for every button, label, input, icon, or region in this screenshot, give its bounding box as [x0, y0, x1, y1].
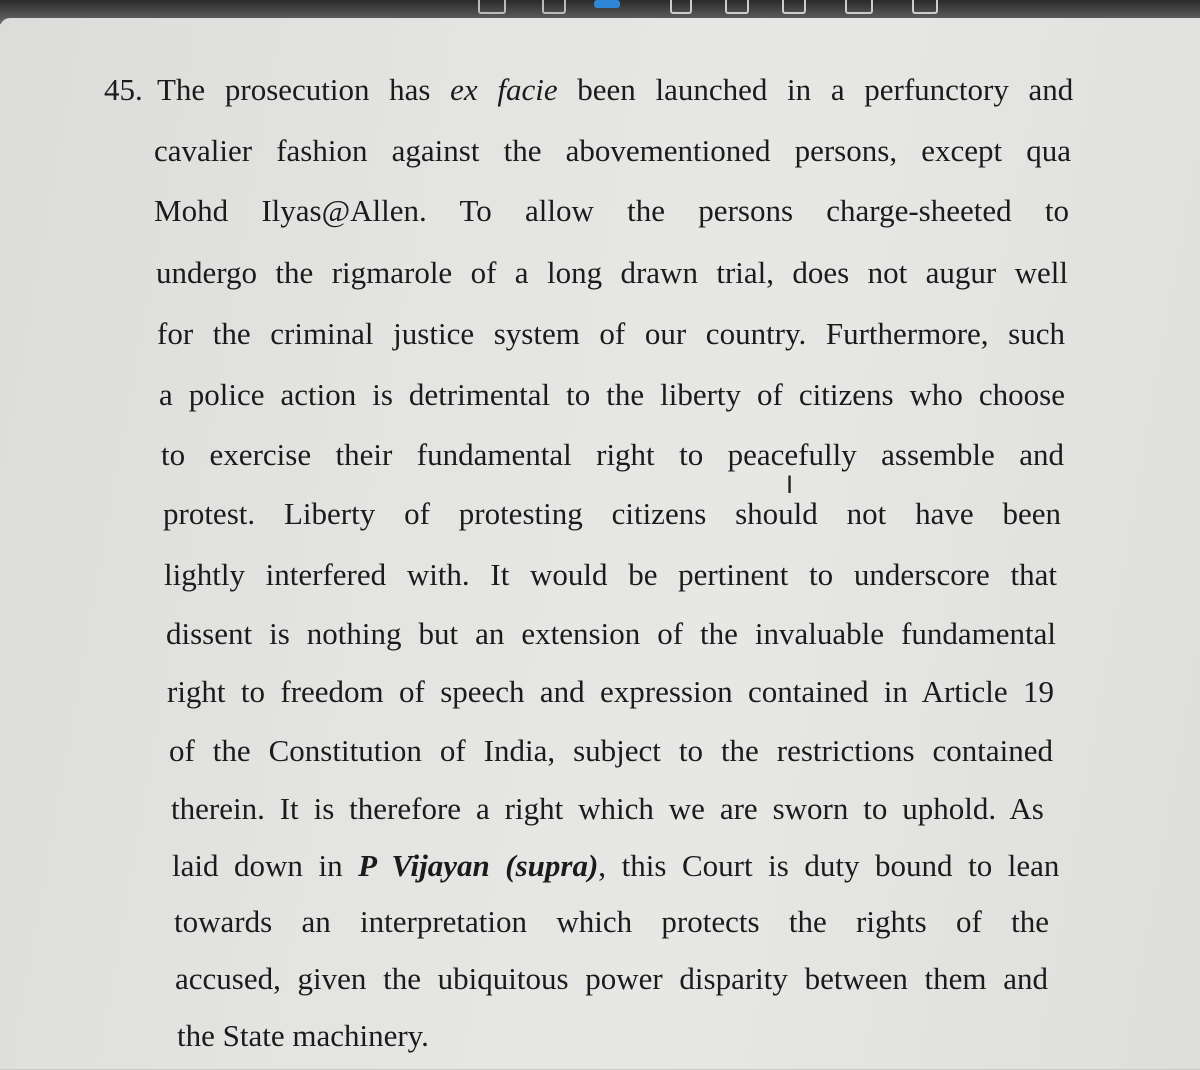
text-line — [159, 375, 1065, 415]
text-segment: cavalier fashion against the abovementioned persons, except qua — [154, 133, 1071, 168]
text-segment: protest. Liberty of protesting citizens should not have been — [163, 496, 1061, 531]
text-line — [166, 614, 1056, 654]
text-line — [163, 494, 1061, 534]
next-paragraph-cutoff — [176, 1058, 1056, 1070]
text-line — [177, 1016, 477, 1056]
text-line — [157, 314, 1065, 354]
text-segment: therein. It is therefore a right which we are sworn to uphold. As — [171, 791, 1044, 826]
text-segment: to exercise their fundamental right to peacefully assemble and — [161, 437, 1064, 472]
text-segment: dissent is nothing but an extension of the invaluable fundamental — [166, 616, 1056, 651]
toolbar-tool-icon[interactable] — [670, 0, 692, 14]
text-segment: lightly interfered with. It would be pertinent to underscore that — [164, 557, 1057, 592]
text-segment: , this Court is duty bound to lean — [598, 848, 1060, 883]
toolbar-tool-icon[interactable] — [542, 0, 566, 14]
text-segment: accused, given the ubiquitous power disparity between them and — [175, 961, 1048, 996]
text-line — [161, 435, 1064, 475]
text-cursor-icon: I — [786, 471, 794, 499]
toolbar-active-tool-icon[interactable] — [594, 0, 620, 8]
text-segment: The prosecution has — [157, 72, 451, 107]
text-line — [157, 70, 1075, 110]
text-segment: been launched in a perfunctory and — [557, 72, 1074, 107]
text-segment: undergo the rigmarole of a long drawn trial, does not augur well — [156, 255, 1068, 290]
paragraph-number: 45. — [104, 72, 143, 107]
text-segment: right to freedom of speech and expression contained in Article 19 — [167, 674, 1054, 709]
text-segment: for the criminal justice system of our country. Furthermore, such — [157, 316, 1065, 351]
text-line — [175, 959, 1048, 999]
toolbar-tool-icon[interactable] — [845, 0, 873, 14]
case-citation: P Vijayan (supra) — [358, 848, 599, 883]
text-line — [171, 789, 1051, 829]
text-line — [154, 191, 1069, 231]
text-line — [154, 131, 1071, 171]
text-segment: the State machinery. — [177, 1018, 429, 1053]
text-line — [169, 731, 1053, 771]
text-line — [156, 253, 1068, 293]
text-segment: Mohd Ilyas@Allen. To allow the persons charge-sheeted to — [154, 193, 1069, 228]
text-segment: of the Constitution of India, subject to the restrictions contained — [169, 733, 1053, 768]
toolbar-tool-icon[interactable] — [478, 0, 506, 14]
document-page — [0, 18, 1200, 1069]
toolbar-tool-icon[interactable] — [725, 0, 749, 14]
text-segment: laid down in — [172, 848, 359, 883]
text-line — [174, 902, 1049, 942]
text-line — [172, 846, 1060, 886]
text-segment: towards an interpretation which protects the rights of the — [174, 904, 1049, 939]
toolbar-tool-icon[interactable] — [782, 0, 806, 14]
text-line — [167, 672, 1054, 712]
italic-term: ex facie — [450, 72, 558, 107]
text-line — [164, 555, 1057, 595]
text-segment: a police action is detrimental to the liberty of citizens who choose — [159, 377, 1065, 412]
edit-pencil-icon[interactable] — [912, 0, 938, 14]
